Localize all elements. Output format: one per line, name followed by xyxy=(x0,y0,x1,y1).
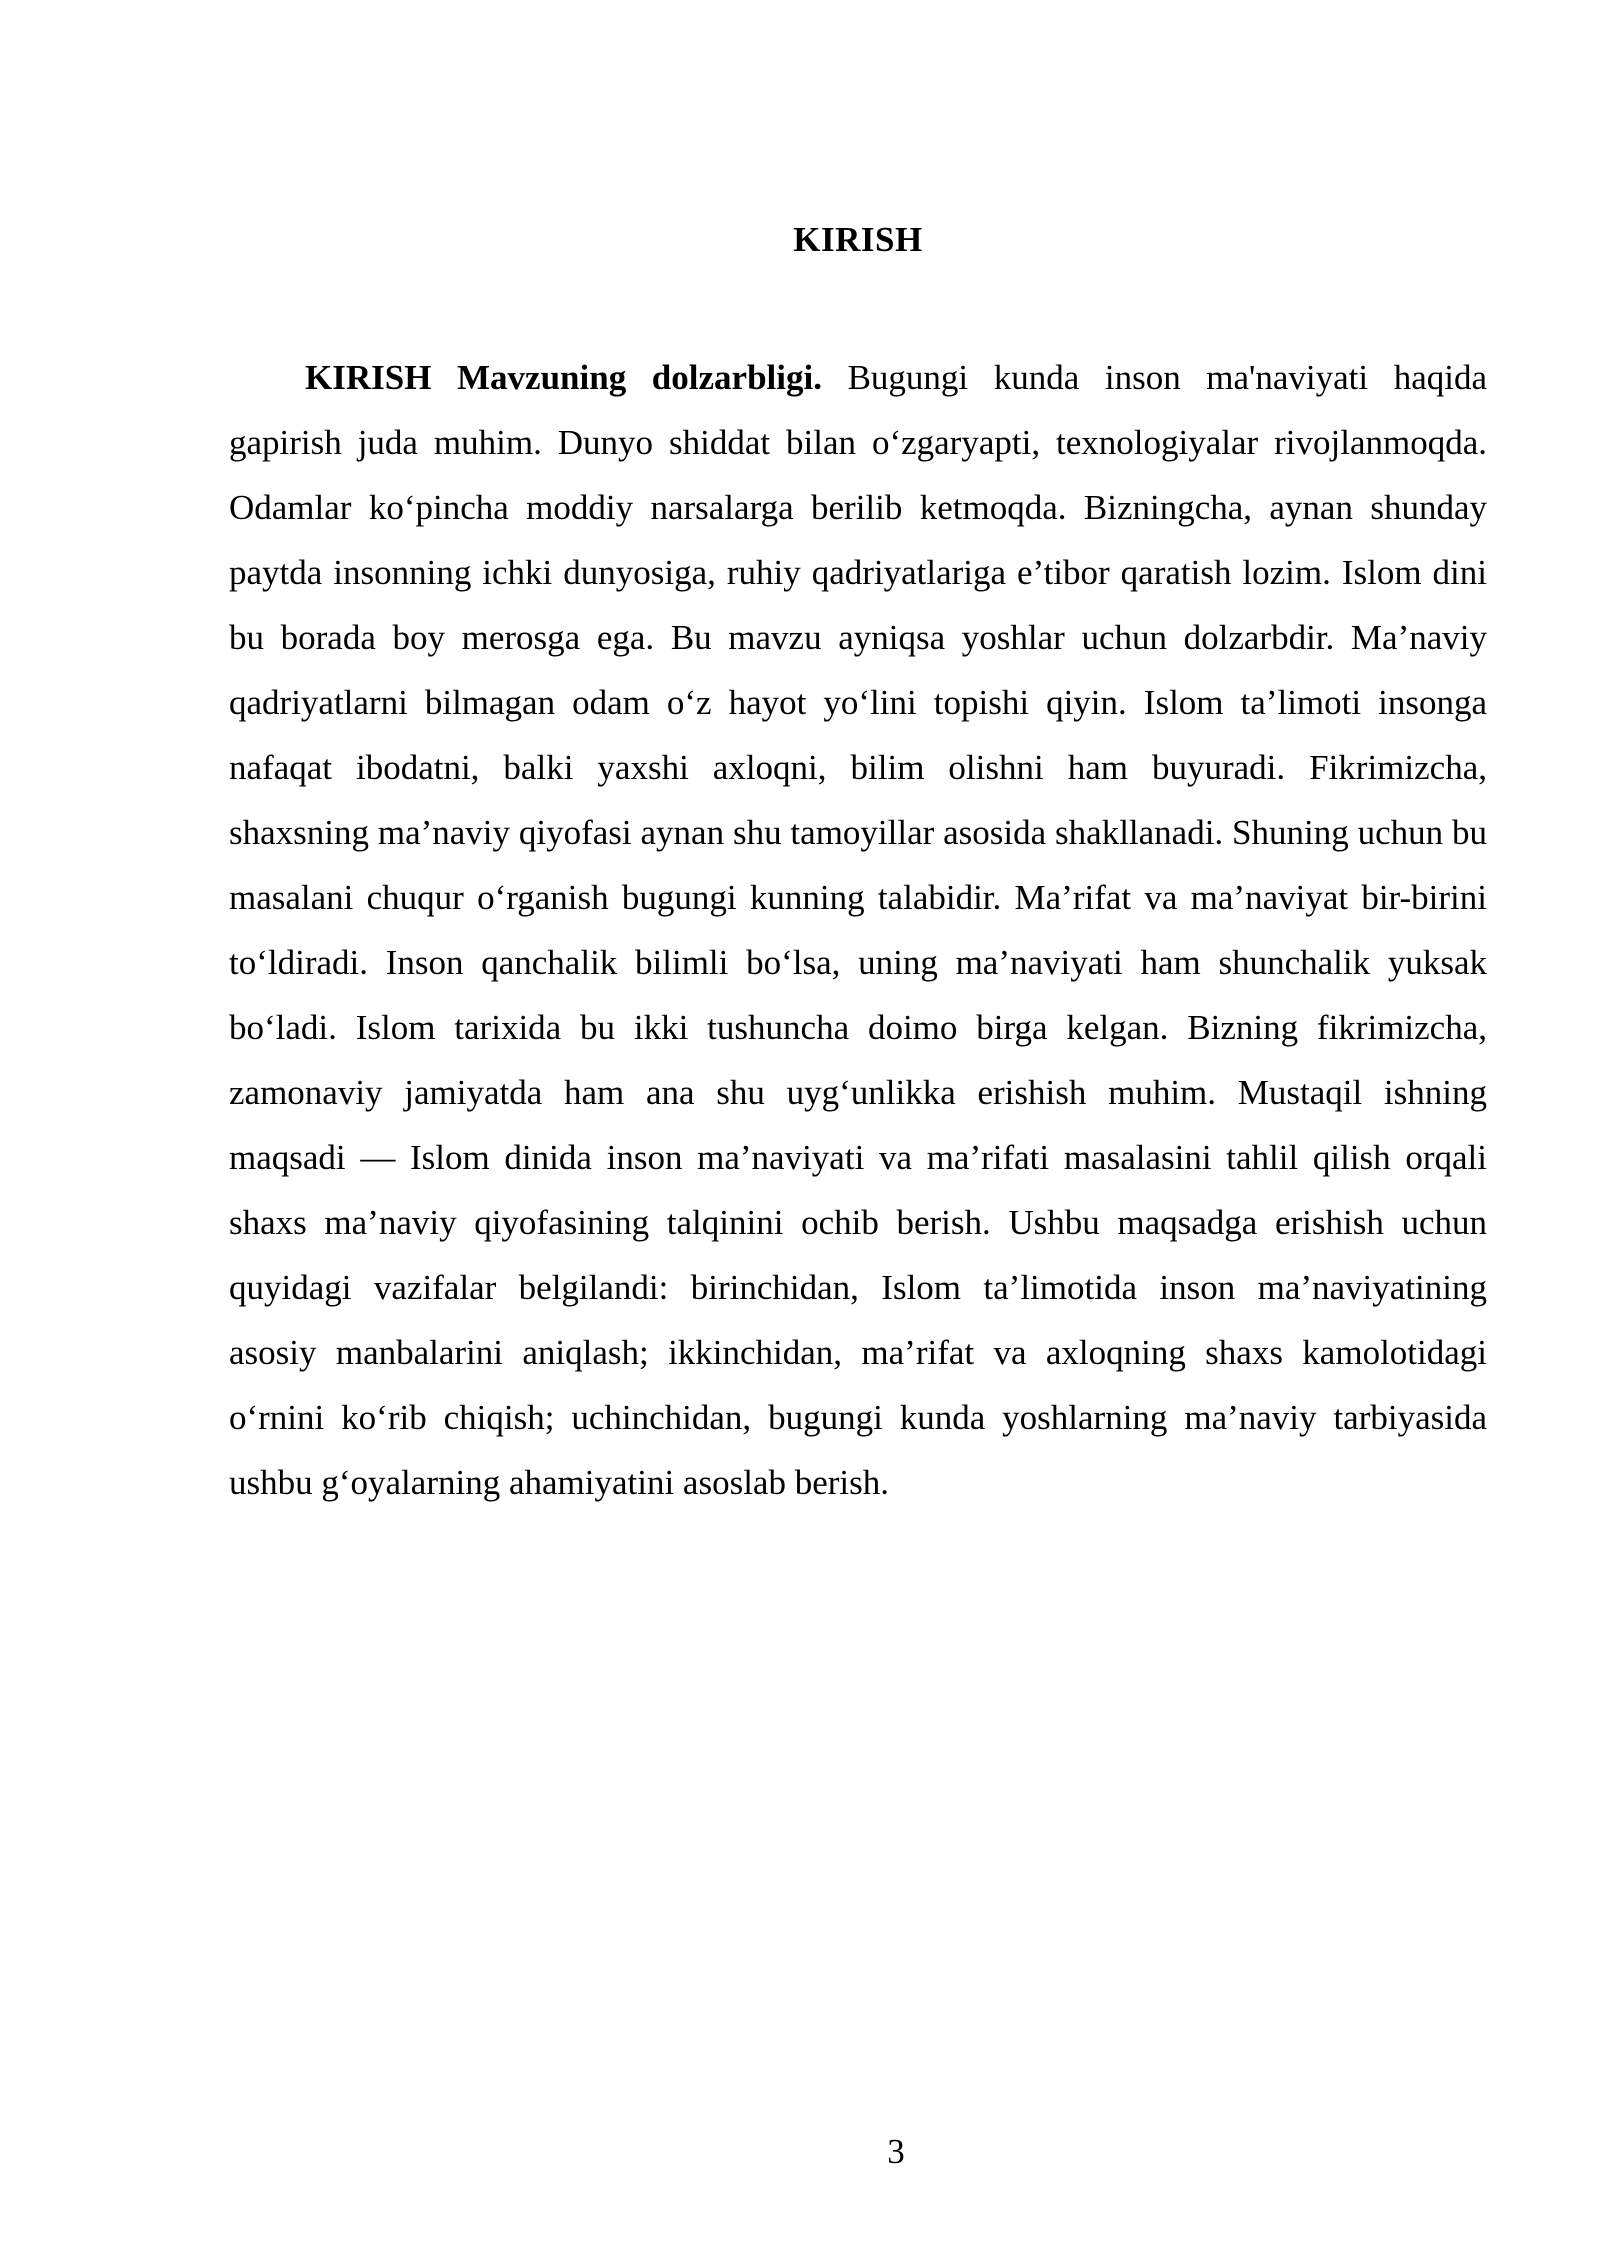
paragraph-lead: KIRISH Mavzuning dolzarbligi. xyxy=(305,358,822,397)
section-heading: KIRISH xyxy=(793,220,923,259)
page-number: 3 xyxy=(887,2132,905,2171)
paragraph-text: Bugungi kunda inson ma'naviyati haqida gapirish juda muhim. Dunyo shiddat bilan o‘zgaryapti, texnologiyalar rivojlanmoqda. Odamlar ko‘pincha moddiy narsalarga berilib ketmoqda. Bizningcha, aynan shunday paytda insonning ichki dunyosiga, ruhiy qadriyatlariga e’tibor qaratish lozim. Islom dini bu borada boy merosga ega. Bu mavzu ayniqsa yoshlar uchun dolzarbdir. Ma’naviy qadriyatlarni bilmagan odam o‘z hayot yo‘lini topishi qiyin. Islom ta’limoti insonga nafaqat ibodatni, balki yaxshi axloqni, bilim olishni ham buyuradi. Fikrimizcha, shaxsning ma’naviy qiyofasi aynan shu tamoyillar asosida shakllanadi. Shuning uchun bu masalani chuqur o‘rganish bugungi kunning talabidir. Ma’rifat va ma’naviyat bir-birini to‘ldiradi. Inson qanchalik bilimli bo‘lsa, uning ma’naviyati ham shunchalik yuksak bo‘ladi. Islom tarixida bu ikki tushuncha doimo birga kelgan. Bizning fikrimizcha, zamonaviy jamiyatda ham ana shu uyg‘unlikka erishish muhim. Mustaqil ishning maqsadi — Islom dinida inson ma’naviyati va ma’rifati masalasini tahlil qilish orqali shaxs ma’naviy qiyofasining talqinini ochib berish. Ushbu maqsadga erishish uchun quyidagi vazifalar belgilandi: birinchidan, Islom ta’limotida inson ma’naviyatining asosiy manbalarini aniqlash; ikkinchidan, ma’rifat va axloqning shaxs kamolotidagi o‘rnini ko‘rib chiqish; uchinchidan, bugungi kunda yoshlarning ma’naviy tarbiyasida ushbu g‘oyalarning ahamiyatini asoslab berish. xyxy=(229,358,1487,1502)
body-paragraph xyxy=(229,345,1487,1515)
